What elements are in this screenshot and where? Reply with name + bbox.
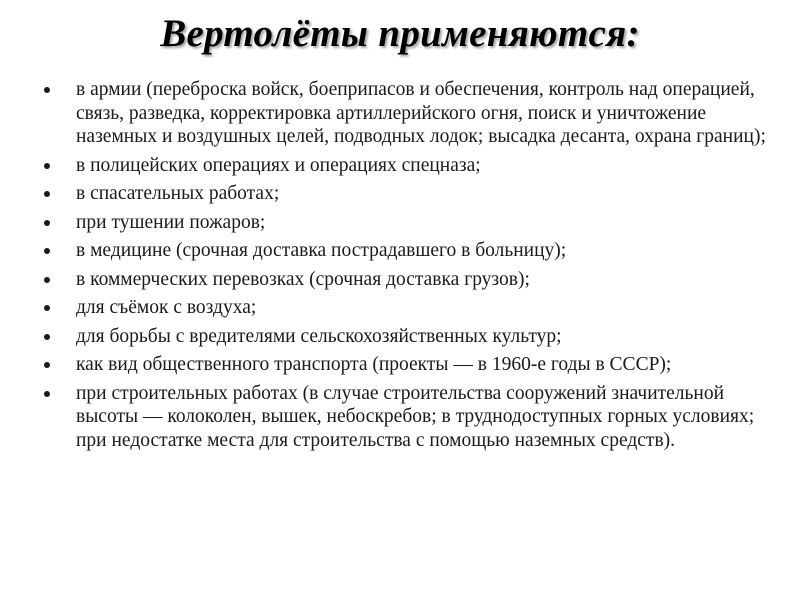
bullet-icon (44, 391, 50, 397)
list-item (40, 78, 775, 149)
list-item-text: при тушении пожаров; (76, 211, 266, 233)
bullet-icon (44, 163, 50, 169)
list-item (40, 325, 775, 349)
bullet-icon (44, 248, 50, 254)
list-item-text: в полицейских операциях и операциях спецназа; (76, 154, 481, 176)
bullet-icon (44, 191, 50, 197)
list-item-text: в коммерческих перевозках (срочная доставка грузов); (76, 268, 530, 290)
slide-title: Вертолёты применяются: (160, 12, 640, 55)
bullet-icon (44, 87, 50, 93)
bullet-icon (44, 334, 50, 340)
list-item-text: в армии (переброска войск, боеприпасов и обеспечения, контроль над операцией, связь, разведка, корректировка артиллерийского огня, поиск и уничтожение наземных и воздушных целей, подводных лодок; высадка десанта, охрана границ); (76, 79, 766, 147)
bullet-icon (44, 305, 50, 311)
bullet-list (40, 78, 775, 457)
list-item (40, 239, 775, 263)
list-item (40, 154, 775, 178)
list-item-text: в медицине (срочная доставка пострадавшего в больницу); (76, 240, 567, 261)
bullet-icon (44, 362, 50, 368)
list-item-text: для борьбы с вредителями сельскохозяйственных культур; (76, 325, 562, 347)
list-item-text: для съёмок с воздуха; (76, 297, 257, 318)
list-item (40, 353, 775, 377)
bullet-icon (44, 277, 50, 283)
list-item-text: как вид общественного транспорта (проекты — в 1960-е годы в СССР); (76, 354, 672, 375)
bullet-icon (44, 220, 50, 226)
list-item (40, 382, 775, 453)
list-item (40, 182, 775, 206)
list-item (40, 268, 775, 292)
list-item (40, 296, 775, 320)
list-item (40, 211, 775, 235)
list-item-text: в спасательных работах; (76, 183, 280, 204)
list-item-text: при строительных работах (в случае строительства сооружений значительной высоты — колоколен, вышек, небоскребов; в труднодоступных горных условиях; при недостатке места для строительства с помощью наземных средств). (76, 382, 755, 451)
